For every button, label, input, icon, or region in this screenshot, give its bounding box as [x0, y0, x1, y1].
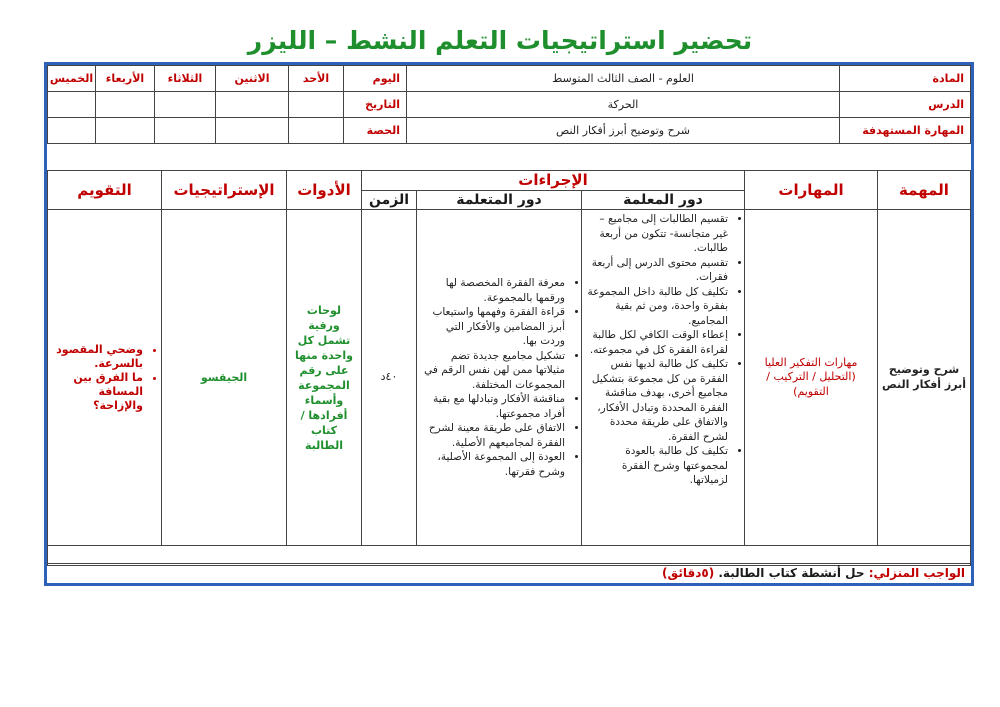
teacher-role-cell [582, 210, 745, 546]
procedure-table [47, 170, 971, 566]
time-header: الزمن [362, 190, 417, 210]
student-role-cell [417, 210, 582, 546]
period-cell [155, 118, 216, 144]
student-role-header: دور المتعلمة [417, 190, 582, 210]
teacher-step: • تكليف كل طالبة لديها نفس الفقرة من كل مجموعة بتشكيل مجاميع أخرى، بهدف مناقشة الفقرة المحددة وتبادل الأفكار، والاتفاق على طريقة محددة لشرح الفقرة. [584, 357, 728, 444]
homework-minutes: (٥دقائق) [662, 566, 715, 580]
skills-header: المهارات [745, 171, 878, 210]
skills-cell: مهارات التفكير العليا (التحليل / التركيب / التقويم) [745, 210, 878, 546]
day-thursday: الخميس [48, 66, 96, 92]
period-cell [216, 118, 289, 144]
strategies-header: الإستراتيجيات [162, 171, 287, 210]
strategy-cell: الجيقسو [162, 210, 287, 546]
day-sunday: الأحد [289, 66, 344, 92]
teacher-step: • تقسيم الطالبات إلى مجاميع – غير متجانسة- تتكون من أربعة طالبات. [584, 212, 728, 256]
teacher-role-header: دور المعلمة [582, 190, 745, 210]
task-header: المهمة [878, 171, 971, 210]
date-cell [48, 92, 96, 118]
student-step: • الاتفاق على طريقة معينة لشرح الفقرة لمجاميعهم الأصلية. [419, 421, 565, 450]
period-cell [96, 118, 155, 144]
student-step: • مناقشة الأفكار وتبادلها مع بقية أفراد مجموعتها. [419, 392, 565, 421]
homework-label: الواجب المنزلي: [868, 566, 965, 580]
period-cell [48, 118, 96, 144]
day-tuesday: الثلاثاء [155, 66, 216, 92]
teacher-step: • تكليف كل طالبة بالعودة لمجموعتها وشرح الفقرة لزميلاتها. [584, 444, 728, 488]
homework-text: حل أنشطة كتاب الطالبة. [718, 566, 865, 580]
evaluation-question: • وضحي المقصود بالسرعة. [54, 343, 143, 371]
date-cell [96, 92, 155, 118]
date-cell [216, 92, 289, 118]
date-cell [155, 92, 216, 118]
teacher-step: • تقسيم محتوى الدرس إلى أربعة فقرات. [584, 256, 728, 285]
page-title: تحضير استراتيجيات التعلم النشط – الليزر [247, 26, 753, 55]
date-label: التاريخ [344, 92, 407, 118]
skill-value: شرح وتوضيح أبرز أفكار النص [407, 118, 840, 144]
teacher-step: • إعطاء الوقت الكافي لكل طالبة لقراءة الفقرة كل في مجموعته. [584, 328, 728, 357]
lesson-value: الحركة [407, 92, 840, 118]
teacher-step: • تكليف كل طالبة داخل المجموعة بفقرة واحدة، ومن ثم بقية المجاميع. [584, 285, 728, 329]
student-step: • العودة إلى المجموعة الأصلية، وشرح فقرتها. [419, 450, 565, 479]
task-cell: شرح وتوضيح أبرز أفكار النص [878, 210, 971, 546]
period-label: الحصة [344, 118, 407, 144]
time-cell: ٤٠د [362, 210, 417, 546]
student-step: • قراءة الفقرة وفهمها واستيعاب أبرز المضامين والأفكار التي وردت بها. [419, 305, 565, 349]
skill-label: المهارة المستهدفة [840, 118, 971, 144]
day-wednesday: الأربعاء [96, 66, 155, 92]
student-step: • تشكيل مجاميع جديدة تضم مثيلاتها ممن لهن نفس الرقم في المجموعات المختلفة. [419, 349, 565, 393]
day-monday: الاثنين [216, 66, 289, 92]
subject-value: العلوم - الصف الثالث المتوسط [407, 66, 840, 92]
procedures-header: الإجراءات [362, 171, 745, 191]
evaluation-header: التقويم [48, 171, 162, 210]
day-label: اليوم [344, 66, 407, 92]
subject-label: المادة [840, 66, 971, 92]
homework-bar [47, 563, 971, 583]
lesson-label: الدرس [840, 92, 971, 118]
student-step: • معرفة الفقرة المخصصة لها ورقمها بالمجموعة. [419, 276, 565, 305]
tools-header: الأدوات [287, 171, 362, 210]
evaluation-question: • ما الفرق بين المسافة والإزاحة؟ [54, 371, 143, 413]
info-table [47, 65, 971, 144]
evaluation-cell [48, 210, 162, 546]
lesson-plan-frame [44, 62, 974, 586]
period-cell [289, 118, 344, 144]
tools-cell: لوحات ورقية تشمل كل واحدة منها على رقم المجموعة وأسماء أفرادها / كتاب الطالبة [287, 210, 362, 546]
date-cell [289, 92, 344, 118]
